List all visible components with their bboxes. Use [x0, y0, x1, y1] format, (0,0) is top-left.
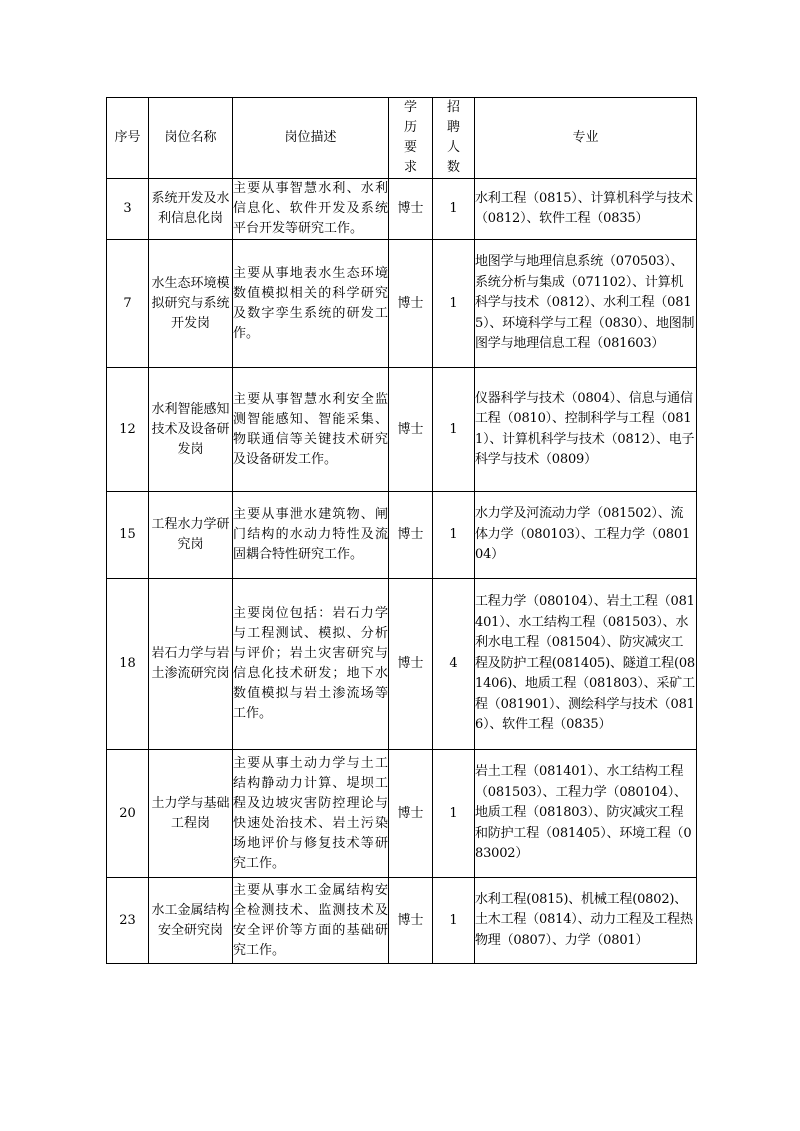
row-education: 博士 — [389, 179, 433, 240]
recruitment-table — [106, 97, 697, 964]
row-headcount: 1 — [433, 750, 475, 878]
row-education: 博士 — [389, 240, 433, 368]
table-row — [107, 579, 697, 750]
header-no: 序号 — [107, 98, 149, 179]
row-headcount: 1 — [433, 368, 475, 492]
header-position-name: 岗位名称 — [149, 98, 233, 179]
table-row — [107, 492, 697, 579]
row-position-name: 岩石力学与岩土渗流研究岗 — [149, 579, 233, 750]
row-position-name: 水工金属结构安全研究岗 — [149, 878, 233, 964]
row-description: 主要从事智慧水利安全监测智能感知、智能采集、物联通信等关键技术研究及设备研发工作。 — [233, 368, 389, 492]
row-no: 20 — [107, 750, 149, 878]
row-headcount: 1 — [433, 878, 475, 964]
header-headcount: 招聘人数 — [433, 98, 475, 179]
table-row — [107, 179, 697, 240]
row-education: 博士 — [389, 368, 433, 492]
table-row — [107, 750, 697, 878]
row-position-name: 工程水力学研究岗 — [149, 492, 233, 579]
row-headcount: 1 — [433, 179, 475, 240]
row-description: 主要从事土动力学与土工结构静动力计算、堤坝工程及边坡灾害防控理论与快速处治技术、岩土污染场地评价与修复技术等研究工作。 — [233, 750, 389, 878]
header-major: 专业 — [475, 98, 697, 179]
row-major: 工程力学（080104）、岩土工程（081401）、水工结构工程（081503）、水利水电工程（081504）、防灾减灾工程及防护工程(081405)、隧道工程(081406)、地质工程（081803）、采矿工程（081901）、测绘科学与技术（0816）、软件工程（0835） — [475, 579, 697, 750]
row-no: 7 — [107, 240, 149, 368]
row-major: 仪器科学与技术（0804）、信息与通信工程（0810）、控制科学与工程（0811）、计算机科学与技术（0812）、电子科学与技术（0809） — [475, 368, 697, 492]
header-position-description: 岗位描述 — [233, 98, 389, 179]
header-education: 学历要求 — [389, 98, 433, 179]
table-row — [107, 368, 697, 492]
row-major: 水利工程(0815)、机械工程(0802)、土木工程（0814）、动力工程及工程热物理（0807）、力学（0801） — [475, 878, 697, 964]
row-no: 15 — [107, 492, 149, 579]
row-description: 主要岗位包括：岩石力学与工程测试、模拟、分析与评价；岩土灾害研究与信息化技术研发；地下水数值模拟与岩土渗流场等工作。 — [233, 579, 389, 750]
row-position-name: 水生态环境模拟研究与系统开发岗 — [149, 240, 233, 368]
row-no: 12 — [107, 368, 149, 492]
row-headcount: 4 — [433, 579, 475, 750]
row-no: 23 — [107, 878, 149, 964]
row-education: 博士 — [389, 750, 433, 878]
table-row — [107, 878, 697, 964]
row-major: 水利工程（0815）、计算机科学与技术（0812）、软件工程（0835） — [475, 179, 697, 240]
row-position-name: 水利智能感知技术及设备研发岗 — [149, 368, 233, 492]
row-education: 博士 — [389, 492, 433, 579]
row-education: 博士 — [389, 579, 433, 750]
row-description: 主要从事泄水建筑物、闸门结构的水动力特性及流固耦合特性研究工作。 — [233, 492, 389, 579]
row-description: 主要从事地表水生态环境数值模拟相关的科学研究及数字孪生系统的研发工作。 — [233, 240, 389, 368]
row-no: 18 — [107, 579, 149, 750]
row-major: 岩土工程（081401）、水工结构工程（081503）、工程力学（080104）、地质工程（081803）、防灾减灾工程和防护工程（081405）、环境工程（083002） — [475, 750, 697, 878]
row-education: 博士 — [389, 878, 433, 964]
row-no: 3 — [107, 179, 149, 240]
row-position-name: 土力学与基础工程岗 — [149, 750, 233, 878]
table-row — [107, 240, 697, 368]
row-description: 主要从事智慧水利、水利信息化、软件开发及系统平台开发等研究工作。 — [233, 179, 389, 240]
row-description: 主要从事水工金属结构安全检测技术、监测技术及安全评价等方面的基础研究工作。 — [233, 878, 389, 964]
row-position-name: 系统开发及水利信息化岗 — [149, 179, 233, 240]
row-headcount: 1 — [433, 492, 475, 579]
row-headcount: 1 — [433, 240, 475, 368]
row-major: 地图学与地理信息系统（070503）、系统分析与集成（071102）、计算机科学与技术（0812）、水利工程（0815）、环境科学与工程（0830）、地图制图学与地理信息工程（081603） — [475, 240, 697, 368]
table-header-row — [107, 98, 697, 179]
row-major: 水力学及河流动力学（081502）、流体力学（080103）、工程力学（080104） — [475, 492, 697, 579]
